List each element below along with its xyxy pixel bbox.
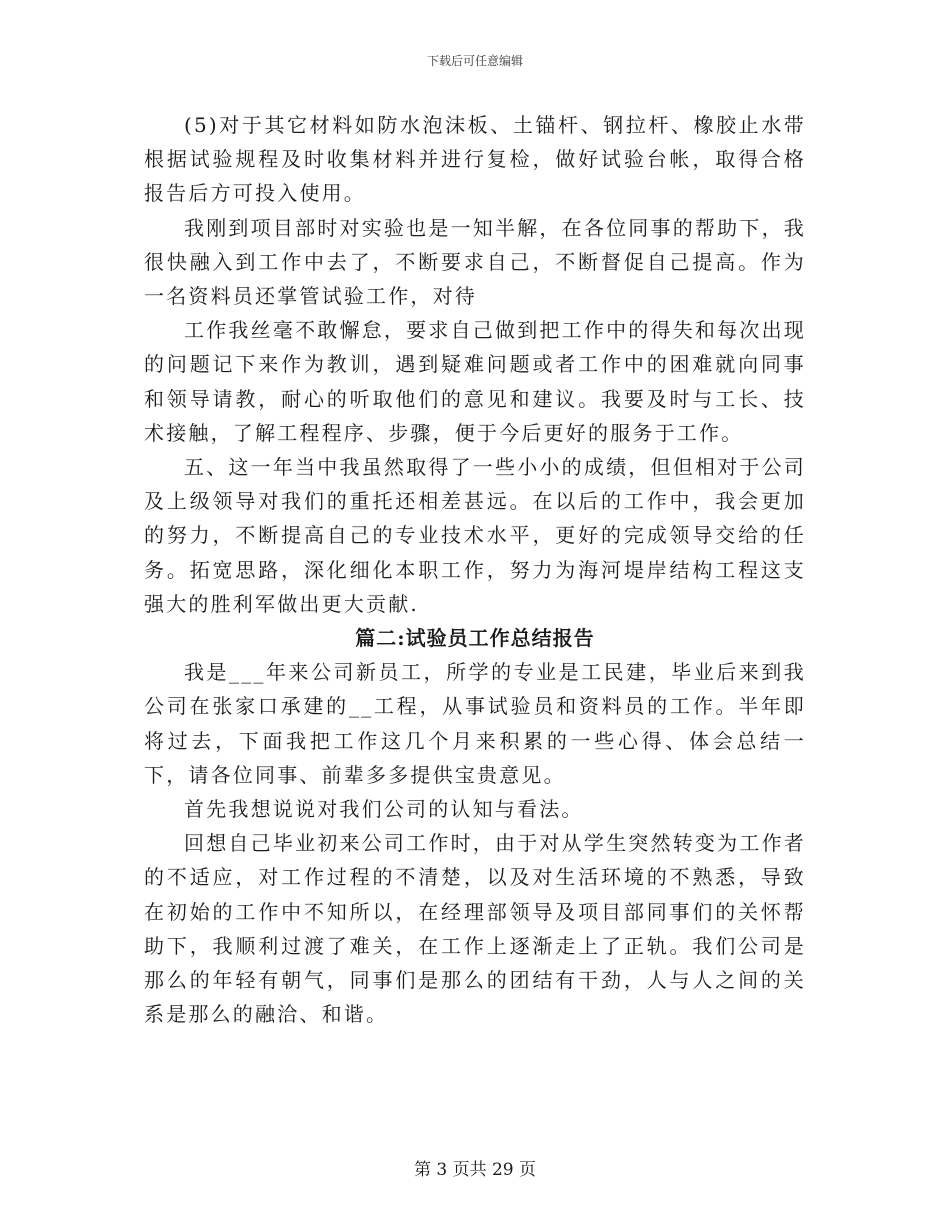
page-header-note: 下载后可任意编辑 (426, 54, 523, 68)
paragraph: 回想自己毕业初来公司工作时，由于对从学生突然转变为工作者的不适应，对工作过程的不清楚，以及对生活环境的不熟悉，导致在初始的工作中不知所以，在经理部领导及项目部同事们的关怀帮助下，我顺利过渡了难关，在工作上逐渐走上了正轨。我们公司是那么的年轻有朝气，同事们是那么的团结有干劲，人与人之间的关系是那么的融洽、和谐。 (144, 831, 806, 1027)
page-number-footer: 第 3 页共 29 页 (413, 1160, 537, 1180)
paragraph: 首先我想说说对我们公司的认知与看法。 (184, 797, 584, 822)
paragraph: 我是___年来公司新员工，所学的专业是工民建，毕业后来到我公司在张家口承建的__工程，从事试验员和资料员的工作。半年即将过去，下面我把工作这几个月来积累的一些心得、体会总结一下，请各位同事、前辈多多提供宝贵意见。 (144, 660, 806, 787)
paragraph: 工作我丝毫不敢懈怠，要求自己做到把工作中的得失和每次出现的问题记下来作为教训，遇到疑难问题或者工作中的困难就向同事和领导请教，耐心的听取他们的意见和建议。我要及时与工长、技术接触，了解工程程序、步骤，便于今后更好的服务于工作。 (144, 318, 806, 445)
paragraph: (5)对于其它材料如防水泡沫板、土锚杆、钢拉杆、橡胶止水带根据试验规程及时收集材料并进行复检，做好试验台帐，取得合格报告后方可投入使用。 (144, 113, 806, 206)
section-heading: 篇二:试验员工作总结报告 (355, 626, 595, 651)
document-body (144, 108, 806, 1031)
paragraph: 我刚到项目部时对实验也是一知半解，在各位同事的帮助下，我很快融入到工作中去了，不断要求自己，不断督促自己提高。作为一名资料员还掌管试验工作，对待 (144, 215, 806, 309)
paragraph: 五、这一年当中我虽然取得了一些小小的成绩，但但相对于公司及上级领导对我们的重托还相差甚远。在以后的工作中，我会更加的努力，不断提高自己的专业技术水平，更好的完成领导交给的任务。拓宽思路，深化细化本职工作，努力为海河堤岸结构工程这支强大的胜利军做出更大贡献. (144, 455, 806, 616)
